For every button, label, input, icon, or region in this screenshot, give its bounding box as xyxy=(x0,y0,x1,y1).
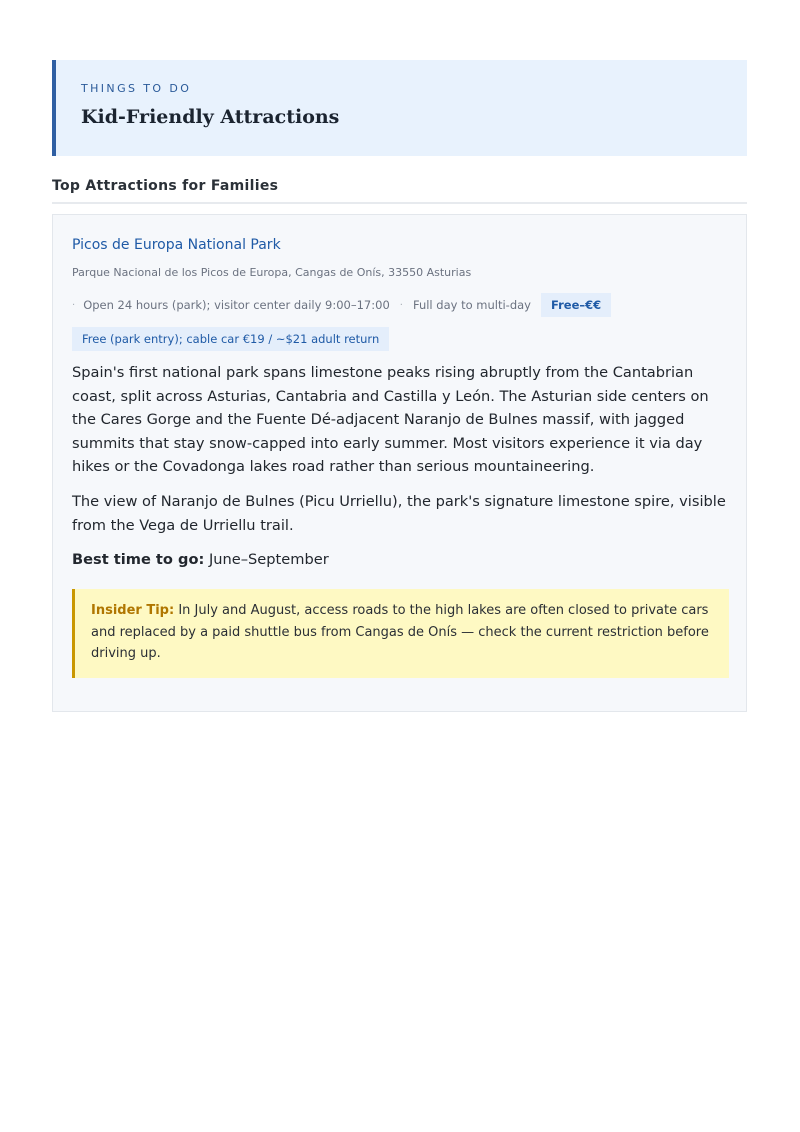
separator-dot: · xyxy=(399,299,403,311)
entry-fee-badge: Free (park entry); cable car €19 / ~$21 adult return xyxy=(72,327,389,351)
attraction-address: Parque Nacional de los Picos de Europa, Cangas de Onís, 33550 Asturias xyxy=(72,266,472,279)
section-heading: Top Attractions for Families xyxy=(52,178,279,194)
page-title: Kid-Friendly Attractions xyxy=(81,106,340,128)
page-header xyxy=(52,60,747,156)
attraction-name-link[interactable]: Picos de Europa National Park xyxy=(72,237,281,253)
attraction-description: Spain's first national park spans limestone peaks rising abruptly from the Cantabrian coast, split across Asturias, Cantabria and Castilla y León. The Asturian side centers on the Cares Gorge and the Fuente Dé-adjacent Naranjo de Bulnes massif, with jagged summits that stay snow-capped into early summer. Most visitors experience it via day hikes or the Covadonga lakes road rather than serious mountaineering. xyxy=(72,364,709,476)
photo-caption: The view of Naranjo de Bulnes (Picu Urriellu), the park's signature limestone spire, visible from the Vega de Urriellu trail. xyxy=(72,493,726,534)
section-divider xyxy=(52,202,747,204)
attraction-meta xyxy=(72,293,611,317)
attraction-hours: Open 24 hours (park); visitor center daily 9:00–17:00 xyxy=(83,298,390,312)
insider-tip-label: Insider Tip: xyxy=(91,603,175,618)
attraction-card xyxy=(52,214,747,712)
attraction-duration: Full day to multi-day xyxy=(412,298,531,312)
best-time xyxy=(72,551,329,568)
insider-tip-text: In July and August, access roads to the high lakes are often closed to private cars and replaced by a paid shuttle bus from Cangas de Onís — check the current restriction before driving up. xyxy=(91,603,709,662)
insider-tip-callout xyxy=(72,589,729,678)
section-kicker: THINGS TO DO xyxy=(81,82,192,95)
price-badge: Free–€€ xyxy=(541,293,611,317)
best-time-label: Best time to go: xyxy=(72,551,205,568)
best-time-value: June–September xyxy=(208,551,329,568)
separator-dot: · xyxy=(72,299,76,311)
